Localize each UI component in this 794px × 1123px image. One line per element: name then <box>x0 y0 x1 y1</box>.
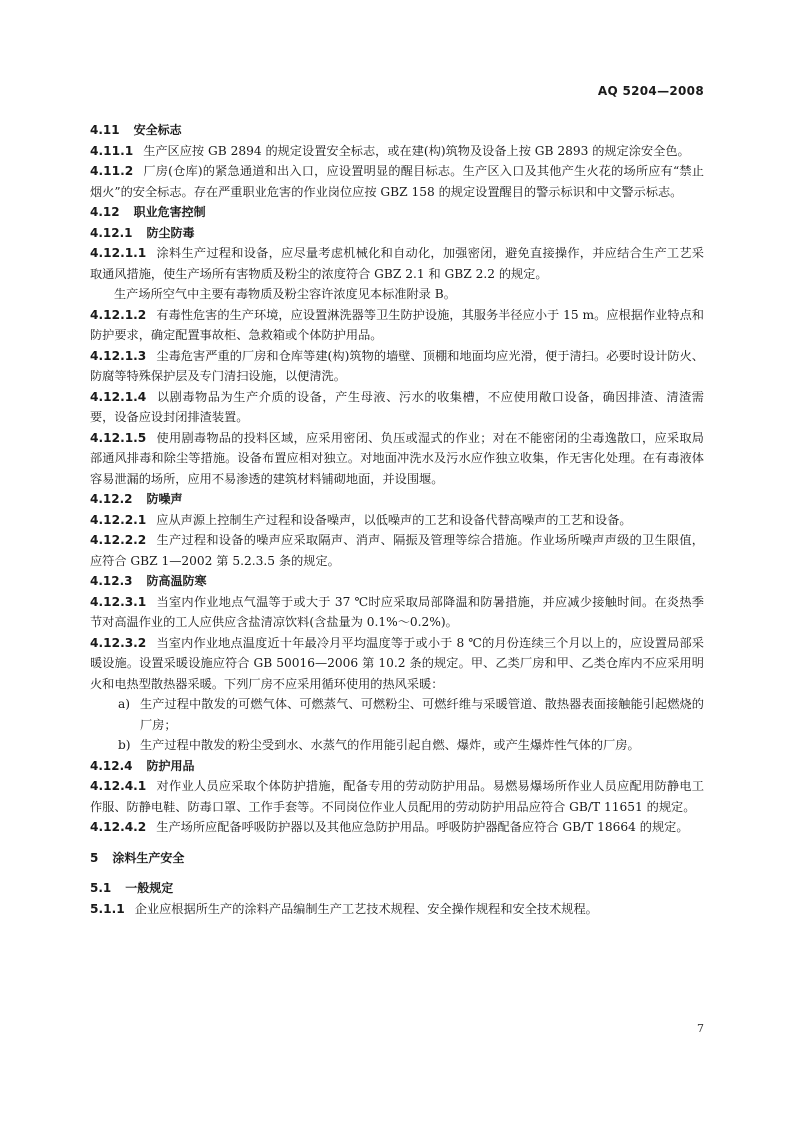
section-heading <box>90 489 704 510</box>
clause-paragraph <box>90 817 704 838</box>
section-title: 防高温防寒 <box>146 574 207 588</box>
clause-text: 当室内作业地点气温等于或大于 37 ℃时应采取局部降温和防暑措施，并应减少接触时间。在炎热季节对高温作业的工人应供应含盐清凉饮料(含盐量为 0.1%～0.2%)。 <box>90 594 704 629</box>
standard-code: AQ 5204—2008 <box>597 84 704 98</box>
clause-number: 4.12.4.1 <box>90 779 147 793</box>
clause-text: 企业应根据所生产的涂料产品编制生产工艺技术规程、安全操作规程和安全技术规程。 <box>134 901 598 916</box>
section-heading <box>90 571 704 592</box>
section-heading <box>90 878 704 899</box>
clause-number: 4.12.1.5 <box>90 430 147 445</box>
list-item-text: 生产过程中散发的粉尘受到水、水蒸气的作用能引起自燃、爆炸，或产生爆炸性气体的厂房。 <box>140 738 640 752</box>
clause-number: 4.12.3.2 <box>90 635 147 650</box>
clause-text: 对作业人员应采取个体防护措施，配备专用的劳动防护用品。易燃易爆场所作业人员应配用防静电工作服、防静电鞋、防毒口罩、工作手套等。不同岗位作业人员配用的劳动防护用品应符合 GB/T 11651 的规定。 <box>90 779 704 814</box>
clause-paragraph <box>90 346 704 387</box>
clause-paragraph <box>90 428 704 490</box>
section-number: 4.12 <box>90 205 120 219</box>
list-item-label: a) <box>118 697 131 711</box>
clause-text: 当室内作业地点温度近十年最冷月平均温度等于或小于 8 ℃的月份连续三个月以上的，应设置局部采暖设施。设置采暖设施应符合 GB 50016—2006 第 10.2 条的规定。甲、乙类厂房和甲、乙类仓库内不应采用明火和电热型散热器采暖。下列厂房不应采用循环使用的热风采暖： <box>90 635 704 691</box>
clause-text: 尘毒危害严重的厂房和仓库等建(构)筑物的墙壁、顶棚和地面均应光滑，便于清扫。必要时设计防火、防腐等特殊保护层及专门清扫设施，以便清洗。 <box>90 348 704 383</box>
clause-paragraph <box>90 530 704 571</box>
clause-number: 4.12.2.1 <box>90 512 147 527</box>
section-title: 防护用品 <box>146 758 195 773</box>
clause-number: 5.1.1 <box>90 901 125 916</box>
section-number: 4.12.1 <box>90 225 133 240</box>
section-heading <box>90 202 704 223</box>
clause-text: 生产场所应配备呼吸防护器以及其他应急防护用品。呼吸防护器配备应符合 GB/T 18664 的规定。 <box>156 820 689 834</box>
section-title: 职业危害控制 <box>133 205 206 219</box>
section-heading <box>90 848 704 869</box>
clause-number: 4.12.1.2 <box>90 307 147 322</box>
clause-paragraph <box>90 776 704 817</box>
clause-number: 4.12.2.2 <box>90 533 147 547</box>
section-title: 一般规定 <box>125 881 174 895</box>
clause-paragraph <box>90 899 704 920</box>
section-number: 4.12.2 <box>90 492 133 506</box>
list-item-label: b) <box>118 738 131 752</box>
page-number: 7 <box>697 1022 704 1035</box>
clause-text: 厂房(仓库)的紧急通道和出入口，应设置明显的醒目标志。生产区入口及其他产生火花的场所应有“禁止烟火”的安全标志。存在严重职业危害的作业岗位应按 GBZ 158 的规定设置醒目的警示标识和中文警示标志。 <box>90 164 704 199</box>
section-number: 5.1 <box>90 881 112 895</box>
clause-number: 4.12.1.1 <box>90 246 147 260</box>
list-item <box>90 735 704 756</box>
section-title: 涂料生产安全 <box>112 850 185 865</box>
clause-number: 4.12.3.1 <box>90 594 147 609</box>
list-item-text: 生产过程中散发的可燃气体、可燃蒸气、可燃粉尘、可燃纤维与采暖管道、散热器表面接触能引起燃烧的厂房； <box>140 697 704 732</box>
clause-paragraph <box>90 592 704 633</box>
section-heading <box>90 756 704 777</box>
clause-number: 4.12.1.3 <box>90 348 147 363</box>
clause-text: 生产过程和设备的噪声应采取隔声、消声、隔振及管理等综合措施。作业场所噪声声级的卫生限值，应符合 GBZ 1—2002 第 5.2.3.5 条的规定。 <box>90 533 704 568</box>
section-heading <box>90 120 704 141</box>
section-title: 安全标志 <box>133 123 182 137</box>
list-item <box>90 694 704 735</box>
note-paragraph: 生产场所空气中主要有毒物质及粉尘容许浓度见本标准附录 B。 <box>114 287 456 301</box>
clause-paragraph <box>90 510 704 531</box>
clause-number: 4.11.1 <box>90 143 134 158</box>
clause-paragraph <box>90 387 704 428</box>
clause-number: 4.12.1.4 <box>90 389 147 404</box>
clause-paragraph <box>90 633 704 695</box>
section-number: 5 <box>90 850 99 865</box>
clause-number: 4.12.4.2 <box>90 820 147 834</box>
section-number: 4.12.4 <box>90 758 133 773</box>
clause-paragraph <box>90 243 704 284</box>
clause-text: 使用剧毒物品的投料区域，应采用密闭、负压或湿式的作业；对在不能密闭的尘毒逸散口，应采取局部通风排毒和除尘等措施。设备布置应相对独立。对地面冲洗水及污水应作独立收集，作无害化处理。在有毒液体容易泄漏的场所，应用不易渗透的建筑材料铺砌地面，并设围堰。 <box>90 430 704 486</box>
clause-paragraph <box>90 141 704 162</box>
clause-text: 以剧毒物品为生产介质的设备，产生母液、污水的收集槽，不应使用敞口设备，确因排渣、清渣需要，设备应设封闭排渣装置。 <box>90 389 704 424</box>
section-heading <box>90 223 704 244</box>
section-title: 防噪声 <box>146 492 183 506</box>
document-body <box>90 120 704 919</box>
clause-text: 有毒性危害的生产环境，应设置淋洗器等卫生防护设施，其服务半径应小于 15 m。应根据作业特点和防护要求，确定配置事故柜、急救箱或个体防护用品。 <box>90 307 704 342</box>
section-number: 4.11 <box>90 123 120 137</box>
clause-paragraph <box>90 305 704 346</box>
clause-paragraph <box>90 161 704 202</box>
section-title: 防尘防毒 <box>146 225 195 240</box>
clause-text: 生产区应按 GB 2894 的规定设置安全标志，或在建(构)筑物及设备上按 GB 2893 的规定涂安全色。 <box>143 143 690 158</box>
clause-number: 4.11.2 <box>90 164 134 178</box>
clause-text: 应从声源上控制生产过程和设备噪声，以低噪声的工艺和设备代替高噪声的工艺和设备。 <box>156 512 632 527</box>
clause-text: 涂料生产过程和设备，应尽量考虑机械化和自动化，加强密闭，避免直接操作，并应结合生产工艺采取通风措施，使生产场所有害物质及粉尘的浓度符合 GBZ 2.1 和 GBZ 2.2 的规定。 <box>90 246 704 281</box>
section-number: 4.12.3 <box>90 574 133 588</box>
